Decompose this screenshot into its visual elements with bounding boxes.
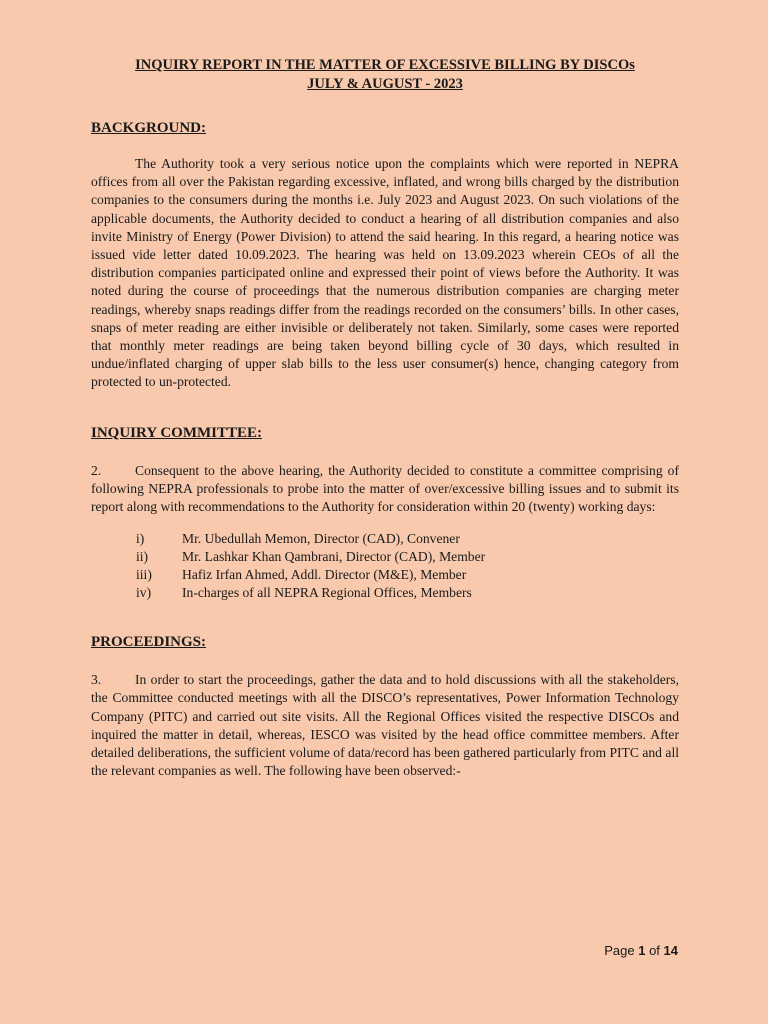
list-item xyxy=(91,584,679,602)
of-label: of xyxy=(649,943,660,958)
list-item xyxy=(91,548,679,566)
page-label: Page xyxy=(604,943,635,958)
list-item xyxy=(91,566,679,584)
list-numeral: iv) xyxy=(136,585,152,601)
committee-paragraph xyxy=(91,462,679,517)
committee-text: Consequent to the above hearing, the Authority decided to constitute a committee comprising of following NEPRA professionals to probe into the matter of over/excessive billing issues and to submit its report along with recommendations to the Authority for consideration within 20 (twenty) working days: xyxy=(91,462,679,515)
background-heading: BACKGROUND: xyxy=(91,120,206,136)
background-paragraph xyxy=(91,155,679,392)
list-item xyxy=(91,530,679,548)
list-numeral: ii) xyxy=(136,549,149,565)
list-numeral: i) xyxy=(136,531,145,547)
total-pages: 14 xyxy=(663,943,678,958)
inquiry-committee-heading: INQUIRY COMMITTEE: xyxy=(91,424,263,441)
proceedings-paragraph xyxy=(91,671,679,780)
page-footer xyxy=(604,943,678,958)
document-page xyxy=(91,56,679,780)
member-text: Hafiz Irfan Ahmed, Addl. Director (M&E), Member xyxy=(182,567,467,583)
member-text: Mr. Lashkar Khan Qambrani, Director (CAD), Member xyxy=(182,549,486,565)
list-numeral: iii) xyxy=(136,567,152,583)
page-number: 1 xyxy=(638,943,646,958)
report-title-line-1: INQUIRY REPORT IN THE MATTER OF EXCESSIVE BILLING BY DISCOs xyxy=(135,57,635,73)
committee-members-list xyxy=(91,530,679,602)
proceedings-heading: PROCEEDINGS: xyxy=(91,634,207,651)
paragraph-number: 2. xyxy=(91,462,102,478)
proceedings-text: In order to start the proceedings, gather the data and to hold discussions with all the stakeholders, the Committee conducted meetings with all the DISCO’s representatives, Power Information Technology Company (PITC) and carried out site visits. All the Regional Offices visited the respective DISCOs and inquired the matter in detail, whereas, IESCO was visited by the head office committee members. After detailed deliberations, the sufficient volume of data/record has been gathered particularly from PITC and all the relevant companies as well. The following have been observed:- xyxy=(91,672,679,779)
paragraph-number: 3. xyxy=(91,672,102,688)
member-text: In-charges of all NEPRA Regional Offices, Members xyxy=(182,585,472,601)
background-text: The Authority took a very serious notice upon the complaints which were reported in NEPRA offices from all over the Pakistan regarding excessive, inflated, and wrong bills charged by the distribution companies to the consumers during the months i.e. July 2023 and August 2023. On such violations of the applicable documents, the Authority decided to conduct a hearing of all distribution companies and also invite Ministry of Energy (Power Division) to attend the said hearing. In this regard, a hearing notice was issued vide letter dated 10.09.2023. The hearing was held on 13.09.2023 wherein CEOs of all the distribution companies participated online and expressed their point of views before the Authority. It was noted during the course of proceedings that the numerous distribution companies are charging meter readings, whereby snaps readings differ from the readings recorded on the consumers’ bills. In other cases, snaps of meter reading are either invisible or deliberately not taken. Similarly, some cases were reported that monthly meter readings are being taken beyond billing cycle of 30 days, which resulted in undue/inflated charging of upper slab bills to the less user consumer(s) hence, changing category from protected to un-protected. xyxy=(91,156,679,390)
member-text: Mr. Ubedullah Memon, Director (CAD), Convener xyxy=(182,531,460,547)
report-title-line-2: JULY & AUGUST - 2023 xyxy=(307,76,463,92)
